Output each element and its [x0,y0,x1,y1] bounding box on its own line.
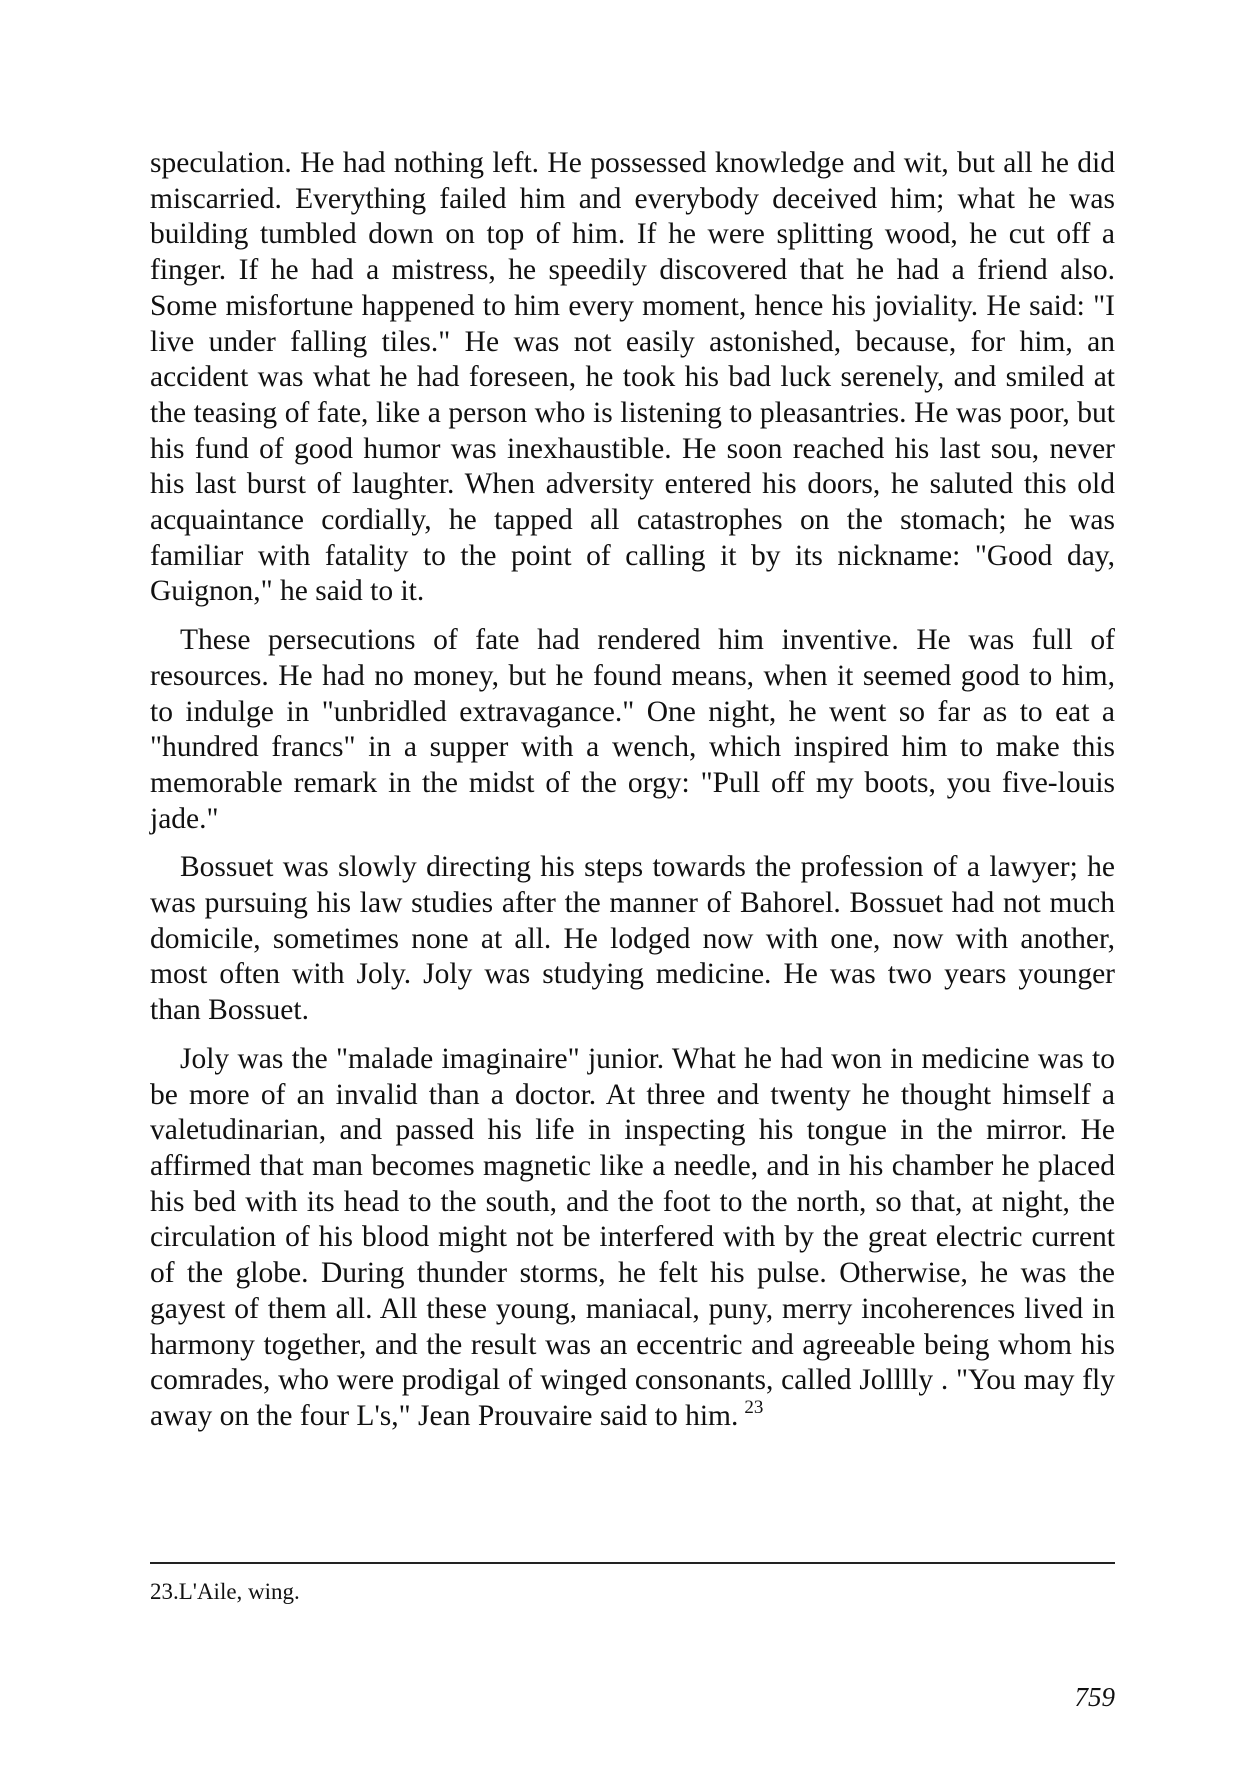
paragraph-4-text: Joly was the "malade imaginaire" junior. What he had won in medicine was to be more of an invalid than a doctor. At three and twenty he thought himself a valetudinarian, and passed his life in inspecting his tongue in the mirror. He affirmed that man becomes magnetic like a needle, and in his chamber he placed his bed with its head to the south, and the foot to the north, so that, at night, the circulation of his blood might not be interfered with by the great electric current of the globe. During thunder storms, he felt his pulse. Otherwise, he was the gayest of them all. All these young, maniacal, puny, merry incoherences lived in harmony together, and the result was an eccentric and agreeable being whom his comrades, who were prodigal of winged consonants, called Jolllly . "You may fly away on the four L's," Jean Prouvaire said to him. [150,1042,1115,1432]
footnote-reference[interactable]: 23 [744,1396,764,1418]
footnote-text: 23.L'Aile, wing. [150,1579,300,1604]
paragraph-2 [150,623,1115,837]
paragraph-3 [150,850,1115,1029]
footnote-divider [150,1562,1115,1564]
page-number: 759 [1074,1682,1115,1712]
paragraph-4 [150,1042,1115,1435]
paragraph-1 [150,146,1115,610]
paragraph-1-text: speculation. He had nothing left. He possessed knowledge and wit, but all he did miscarried. Everything failed him and everybody deceived him; what he was building tumbled down on top of him. If he were splitting wood, he cut off a finger. If he had a mistress, he speedily discovered that he had a friend also. Some misfortune happened to him every moment, hence his joviality. He said: "I live under falling tiles." He was not easily astonished, because, for him, an accident was what he had foreseen, he took his bad luck serenely, and smiled at the teasing of fate, like a person who is listening to pleasantries. He was poor, but his fund of good humor was inexhaustible. He soon reached his last sou, never his last burst of laughter. When adversity entered his doors, he saluted this old acquaintance cordially, he tapped all catastrophes on the stomach; he was familiar with fatality to the point of calling it by its nickname: "Good day, Guignon," he said to it. [150,147,1115,608]
page-body [150,146,1115,1448]
paragraph-3-text: Bossuet was slowly directing his steps towards the profession of a lawyer; he was pursuing his law studies after the manner of Bahorel. Bossuet had not much domicile, sometimes none at all. He lodged now with one, now with another, most often with Joly. Joly was studying medicine. He was two years younger than Bossuet. [150,851,1115,1027]
paragraph-2-text: These persecutions of fate had rendered him inventive. He was full of resources. He had no money, but he found means, when it seemed good to him, to indulge in "unbridled extravagance." One night, he went so far as to eat a "hundred francs" in a supper with a wench, which inspired him to make this memorable remark in the midst of the orgy: "Pull off my boots, you five-louis jade." [150,624,1115,835]
